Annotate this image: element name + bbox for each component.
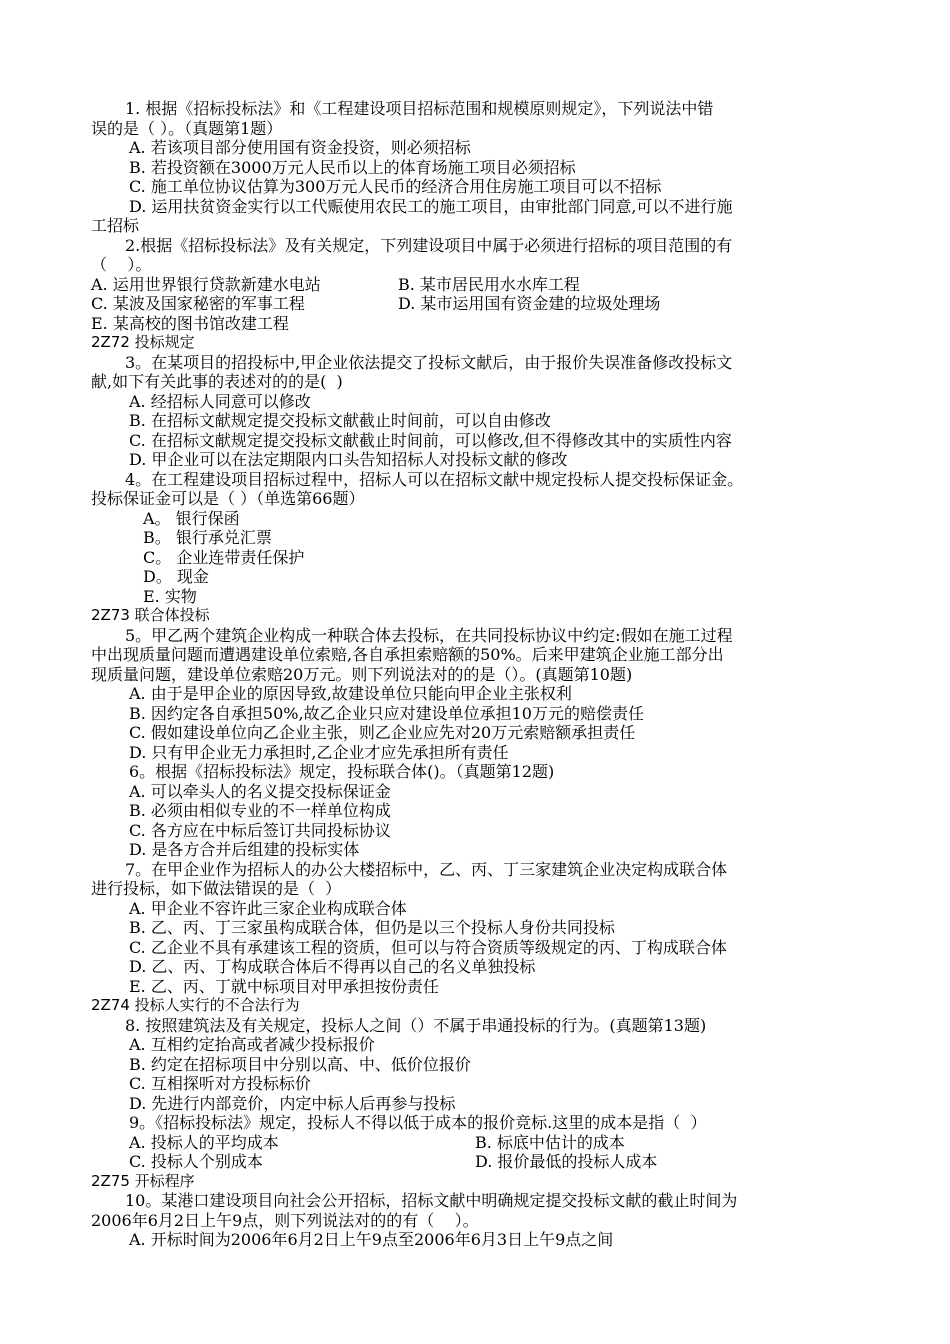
option-line: A. 开标时间为2006年6月2日上午9点至2006年6月3日上午9点之间 <box>129 1230 614 1249</box>
question-5-cont: 中出现质量问题而遭遇建设单位索赔,各自承担索赔额的50%。后来甲建筑企业施工部分出 <box>91 645 724 664</box>
section-heading: 2Z73 联合体投标 <box>91 606 210 624</box>
option-line: B. 若投资额在3000万元人民币以上的体育场施工项目必须招标 <box>129 157 576 177</box>
option-line: C. 各方应在中标后签订共同投标协议 <box>129 820 391 840</box>
option-row <box>91 294 863 314</box>
question-3: 3。在某项目的招投标中,甲企业依法提交了投标文献后，由于报价失误准备修改投标文 <box>125 352 733 372</box>
option-line-cont: 工招标 <box>91 216 140 235</box>
option-line: D. 甲企业可以在法定期限内口头告知招标人对投标文献的修改 <box>129 450 568 469</box>
question-10: 10。某港口建设项目向社会公开招标，招标文献中明确规定提交投标文献的截止时间为 <box>125 1191 738 1210</box>
question-1-cont: 误的是（ ）。（真题第1题） <box>91 118 283 138</box>
option-row <box>91 1133 863 1153</box>
option-line: B. 在招标文献规定提交投标文献截止时间前，可以自由修改 <box>129 411 551 430</box>
question-1: 1. 根据《招标投标法》和《工程建设项目招标范围和规模原则规定》，下列说法中错 <box>125 99 714 118</box>
question-5: 5。甲乙两个建筑企业构成一种联合体去投标，在共同投标协议中约定:假如在施工过程 <box>125 625 733 645</box>
option-line: D。 现金 <box>143 567 209 586</box>
option-b: B. 标底中估计的成本 <box>475 1132 625 1152</box>
question-8: 8. 按照建筑法及有关规定，投标人之间（）不属于串通投标的行为。(真题第13题) <box>125 1015 707 1035</box>
question-6: 6。根据《招标投标法》规定，投标联合体()。（真题第12题) <box>129 762 555 781</box>
option-line: D. 运用扶贫资金实行以工代赈使用农民工的施工项目，由审批部门同意,可以不进行施 <box>129 196 733 216</box>
option-line: D. 是各方合并后组建的投标实体 <box>129 840 360 859</box>
option-d: D. 某市运用国有资金建的垃圾处理场 <box>398 294 661 313</box>
question-2: 2.根据《招标投标法》及有关规定，下列建设项目中属于必须进行招标的项目范围的有 <box>125 235 733 255</box>
option-line: C. 假如建设单位向乙企业主张，则乙企业应先对20万元索赔额承担责任 <box>129 723 636 742</box>
option-line: B. 因约定各自承担50%,故乙企业只应对建设单位承担10万元的赔偿责任 <box>129 703 644 723</box>
option-line: C. 施工单位协议估算为300万元人民币的经济合用住房施工项目可以不招标 <box>129 177 662 196</box>
option-row <box>91 1152 863 1172</box>
question-4-cont: 投标保证金可以是（ ）（单选第66题） <box>91 489 365 508</box>
option-row <box>91 275 863 295</box>
section-heading: 2Z74 投标人实行的不合法行为 <box>91 996 300 1014</box>
question-5-cont: 现质量问题，建设单位索赔20万元。则下列说法对的的是（）。(真题第10题) <box>91 664 633 684</box>
option-line: A. 由于是甲企业的原因导致,故建设单位只能向甲企业主张权利 <box>129 684 572 703</box>
option-e: E. 某高校的图书馆改建工程 <box>91 313 289 333</box>
option-line: D. 只有甲企业无力承担时,乙企业才应先承担所有责任 <box>129 742 509 762</box>
question-7-cont: 进行投标，如下做法错误的是（ ） <box>91 879 342 898</box>
option-b: B. 某市居民用水水库工程 <box>398 274 580 294</box>
option-line: A。 银行保函 <box>143 508 240 528</box>
option-a: A. 运用世界银行贷款新建水电站 <box>91 274 321 294</box>
option-line: C. 互相探听对方投标标价 <box>129 1074 311 1093</box>
option-line: C. 乙企业不具有承建该工程的资质，但可以与符合资质等级规定的丙、丁构成联合体 <box>129 937 727 957</box>
option-line: D. 先进行内部竞价，内定中标人后再参与投标 <box>129 1093 456 1113</box>
document-body <box>91 99 863 1250</box>
option-c: C. 投标人个别成本 <box>129 1152 263 1171</box>
option-line: A. 若该项目部分使用国有资金投资，则必须招标 <box>129 138 471 157</box>
option-line: B. 约定在招标项目中分别以高、中、低价位报价 <box>129 1054 471 1074</box>
option-line: A. 可以牵头人的名义提交投标保证金 <box>129 781 391 801</box>
option-a: A. 投标人的平均成本 <box>129 1132 279 1152</box>
option-line: A. 经招标人同意可以修改 <box>129 391 311 411</box>
option-line: E. 乙、丙、丁就中标项目对甲承担按份责任 <box>129 976 439 996</box>
option-d: D. 报价最低的投标人成本 <box>475 1152 658 1171</box>
question-9: 9。《招标投标法》规定，投标人不得以低于成本的报价竞标.这里的成本是指（ ） <box>129 1113 707 1132</box>
option-line: B。 银行承兑汇票 <box>143 528 272 547</box>
question-4: 4。在工程建设项目招标过程中，招标人可以在招标文献中规定投标人提交投标保证金。 <box>125 469 744 489</box>
option-line: B. 必须由相似专业的不一样单位构成 <box>129 801 391 820</box>
question-2-cont: （ ）。 <box>91 255 152 274</box>
section-heading: 2Z72 投标规定 <box>91 333 195 351</box>
option-line: D. 乙、丙、丁构成联合体后不得再以自己的名义单独投标 <box>129 957 536 976</box>
option-line: C。 企业连带责任保护 <box>143 547 305 567</box>
option-line: A. 互相约定抬高或者减少投标报价 <box>129 1035 375 1054</box>
section-heading: 2Z75 开标程序 <box>91 1171 195 1190</box>
question-7: 7。在甲企业作为招标人的办公大楼招标中，乙、丙、丁三家建筑企业决定构成联合体 <box>125 859 728 879</box>
option-line: B. 乙、丙、丁三家虽构成联合体，但仍是以三个投标人身份共同投标 <box>129 918 615 937</box>
question-3-cont: 献,如下有关此事的表述对的的是( ) <box>91 372 343 391</box>
option-line: A. 甲企业不容许此三家企业构成联合体 <box>129 898 407 918</box>
option-c: C. 某波及国家秘密的军事工程 <box>91 294 305 313</box>
question-10-cont: 2006年6月2日上午9点，则下列说法对的的有（ ）。 <box>91 1210 479 1230</box>
option-line: E. 实物 <box>143 586 197 606</box>
option-line: C. 在招标文献规定提交投标文献截止时间前，可以修改,但不得修改其中的实质性内容 <box>129 430 732 450</box>
